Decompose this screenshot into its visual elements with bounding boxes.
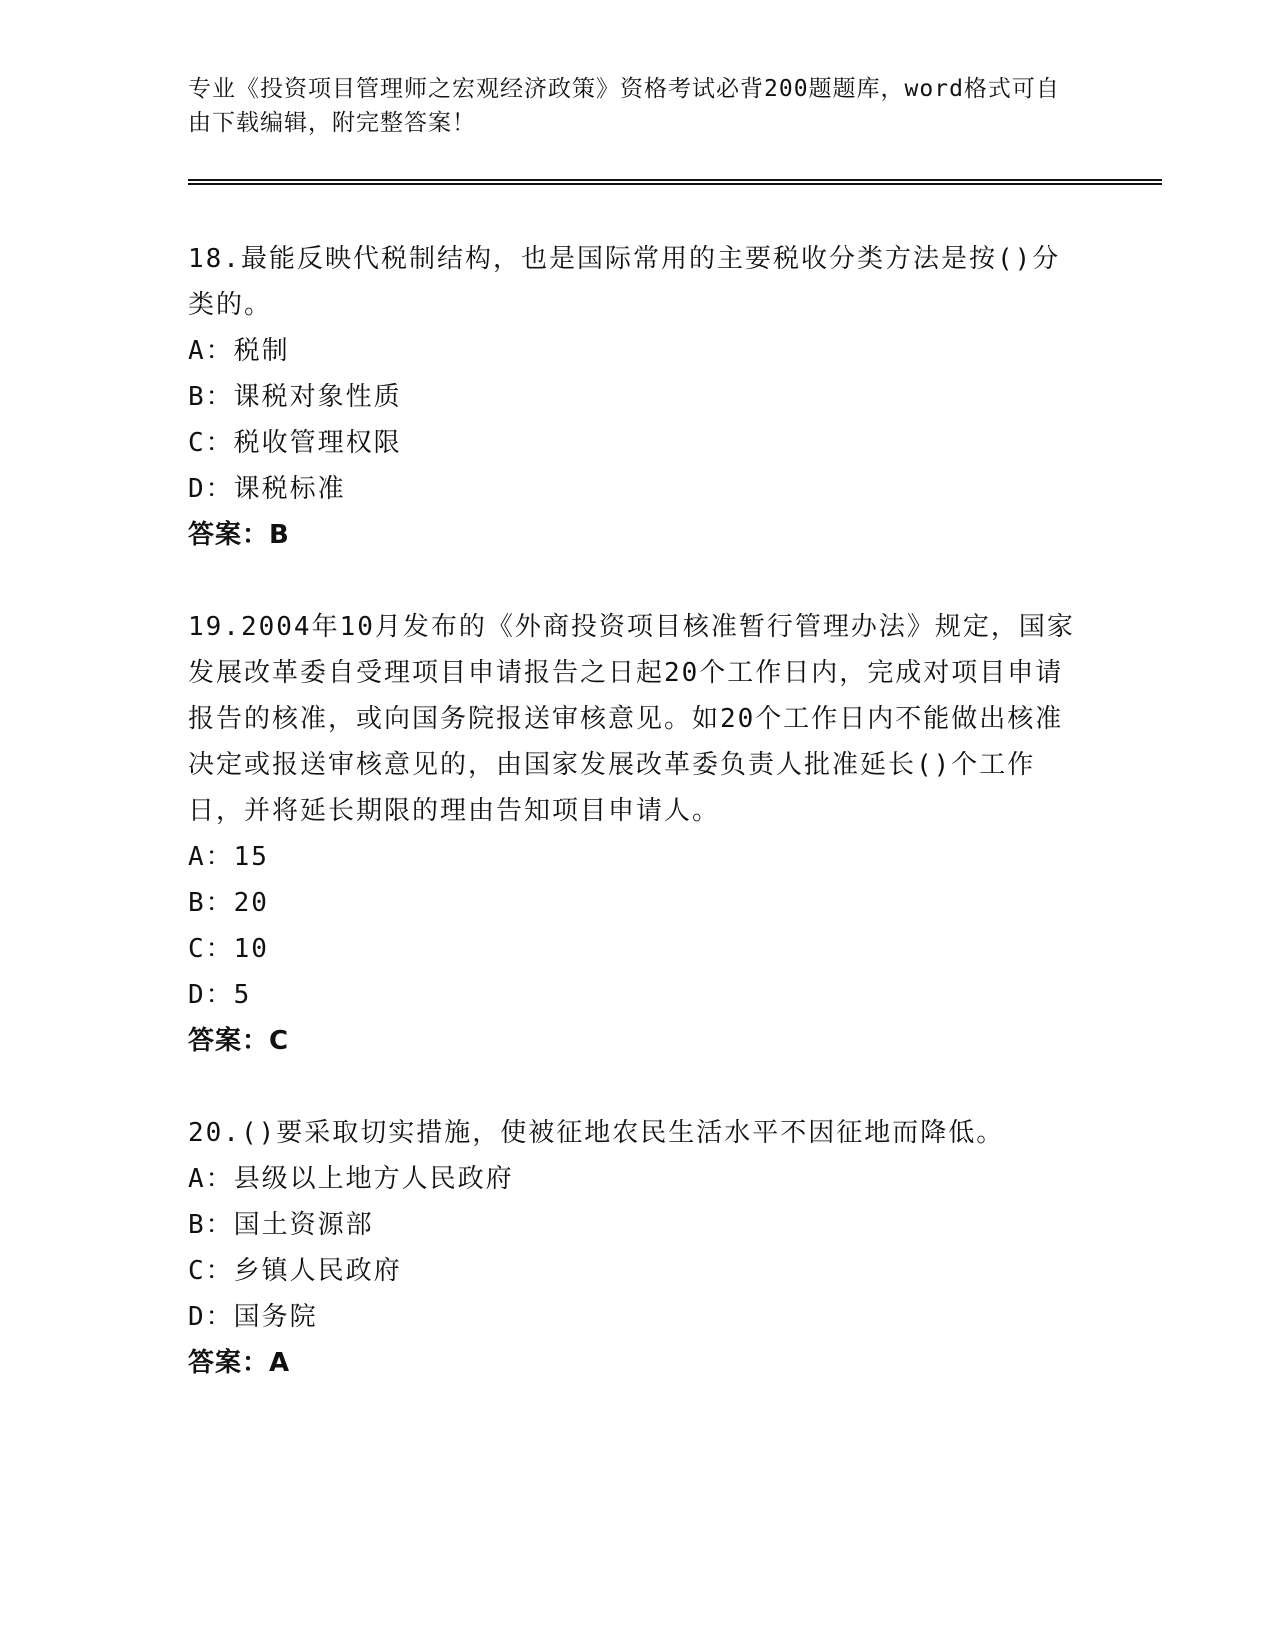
- question-text: 20.()要采取切实措施，使被征地农民生活水平不因征地而降低。: [188, 1118, 1005, 1148]
- option-b: B：课税对象性质: [188, 382, 402, 412]
- answer: 答案：A: [188, 1348, 291, 1378]
- question-text: 19.2004年10月发布的《外商投资项目核准暂行管理办法》规定，国家发展改革委自受理项目申请报告之日起20个工作日内，完成对项目申请报告的核准，或向国务院报送审核意见。如20个工作日内不能做出核准决定或报送审核意见的，由国家发展改革委负责人批准延长()个工作日，并将延长期限的理由告知项目申请人。: [188, 612, 1075, 826]
- option-b: B：国土资源部: [188, 1210, 374, 1240]
- option-d: D：5: [188, 980, 252, 1010]
- question-text: 18.最能反映代税制结构，也是国际常用的主要税收分类方法是按()分类的。: [188, 244, 1061, 320]
- option-a: A：15: [188, 842, 269, 872]
- option-c: C：税收管理权限: [188, 428, 402, 458]
- answer: 答案：B: [188, 520, 290, 550]
- question-20: [188, 1110, 1078, 1386]
- option-a: A：税制: [188, 336, 290, 366]
- question-list: [188, 236, 1078, 1386]
- option-b: B：20: [188, 888, 269, 918]
- option-d: D：国务院: [188, 1302, 318, 1332]
- document-header: 专业《投资项目管理师之宏观经济政策》资格考试必背200题题库，word格式可自由下载编辑，附完整答案！: [188, 76, 1060, 136]
- question-18: [188, 236, 1078, 558]
- option-d: D：课税标准: [188, 474, 346, 504]
- question-19: [188, 604, 1078, 1064]
- answer: 答案：C: [188, 1026, 290, 1056]
- option-c: C：10: [188, 934, 269, 964]
- option-c: C：乡镇人民政府: [188, 1256, 402, 1286]
- header-divider-bottom: [188, 183, 1162, 185]
- option-a: A：县级以上地方人民政府: [188, 1164, 514, 1194]
- header-divider-top: [188, 179, 1162, 181]
